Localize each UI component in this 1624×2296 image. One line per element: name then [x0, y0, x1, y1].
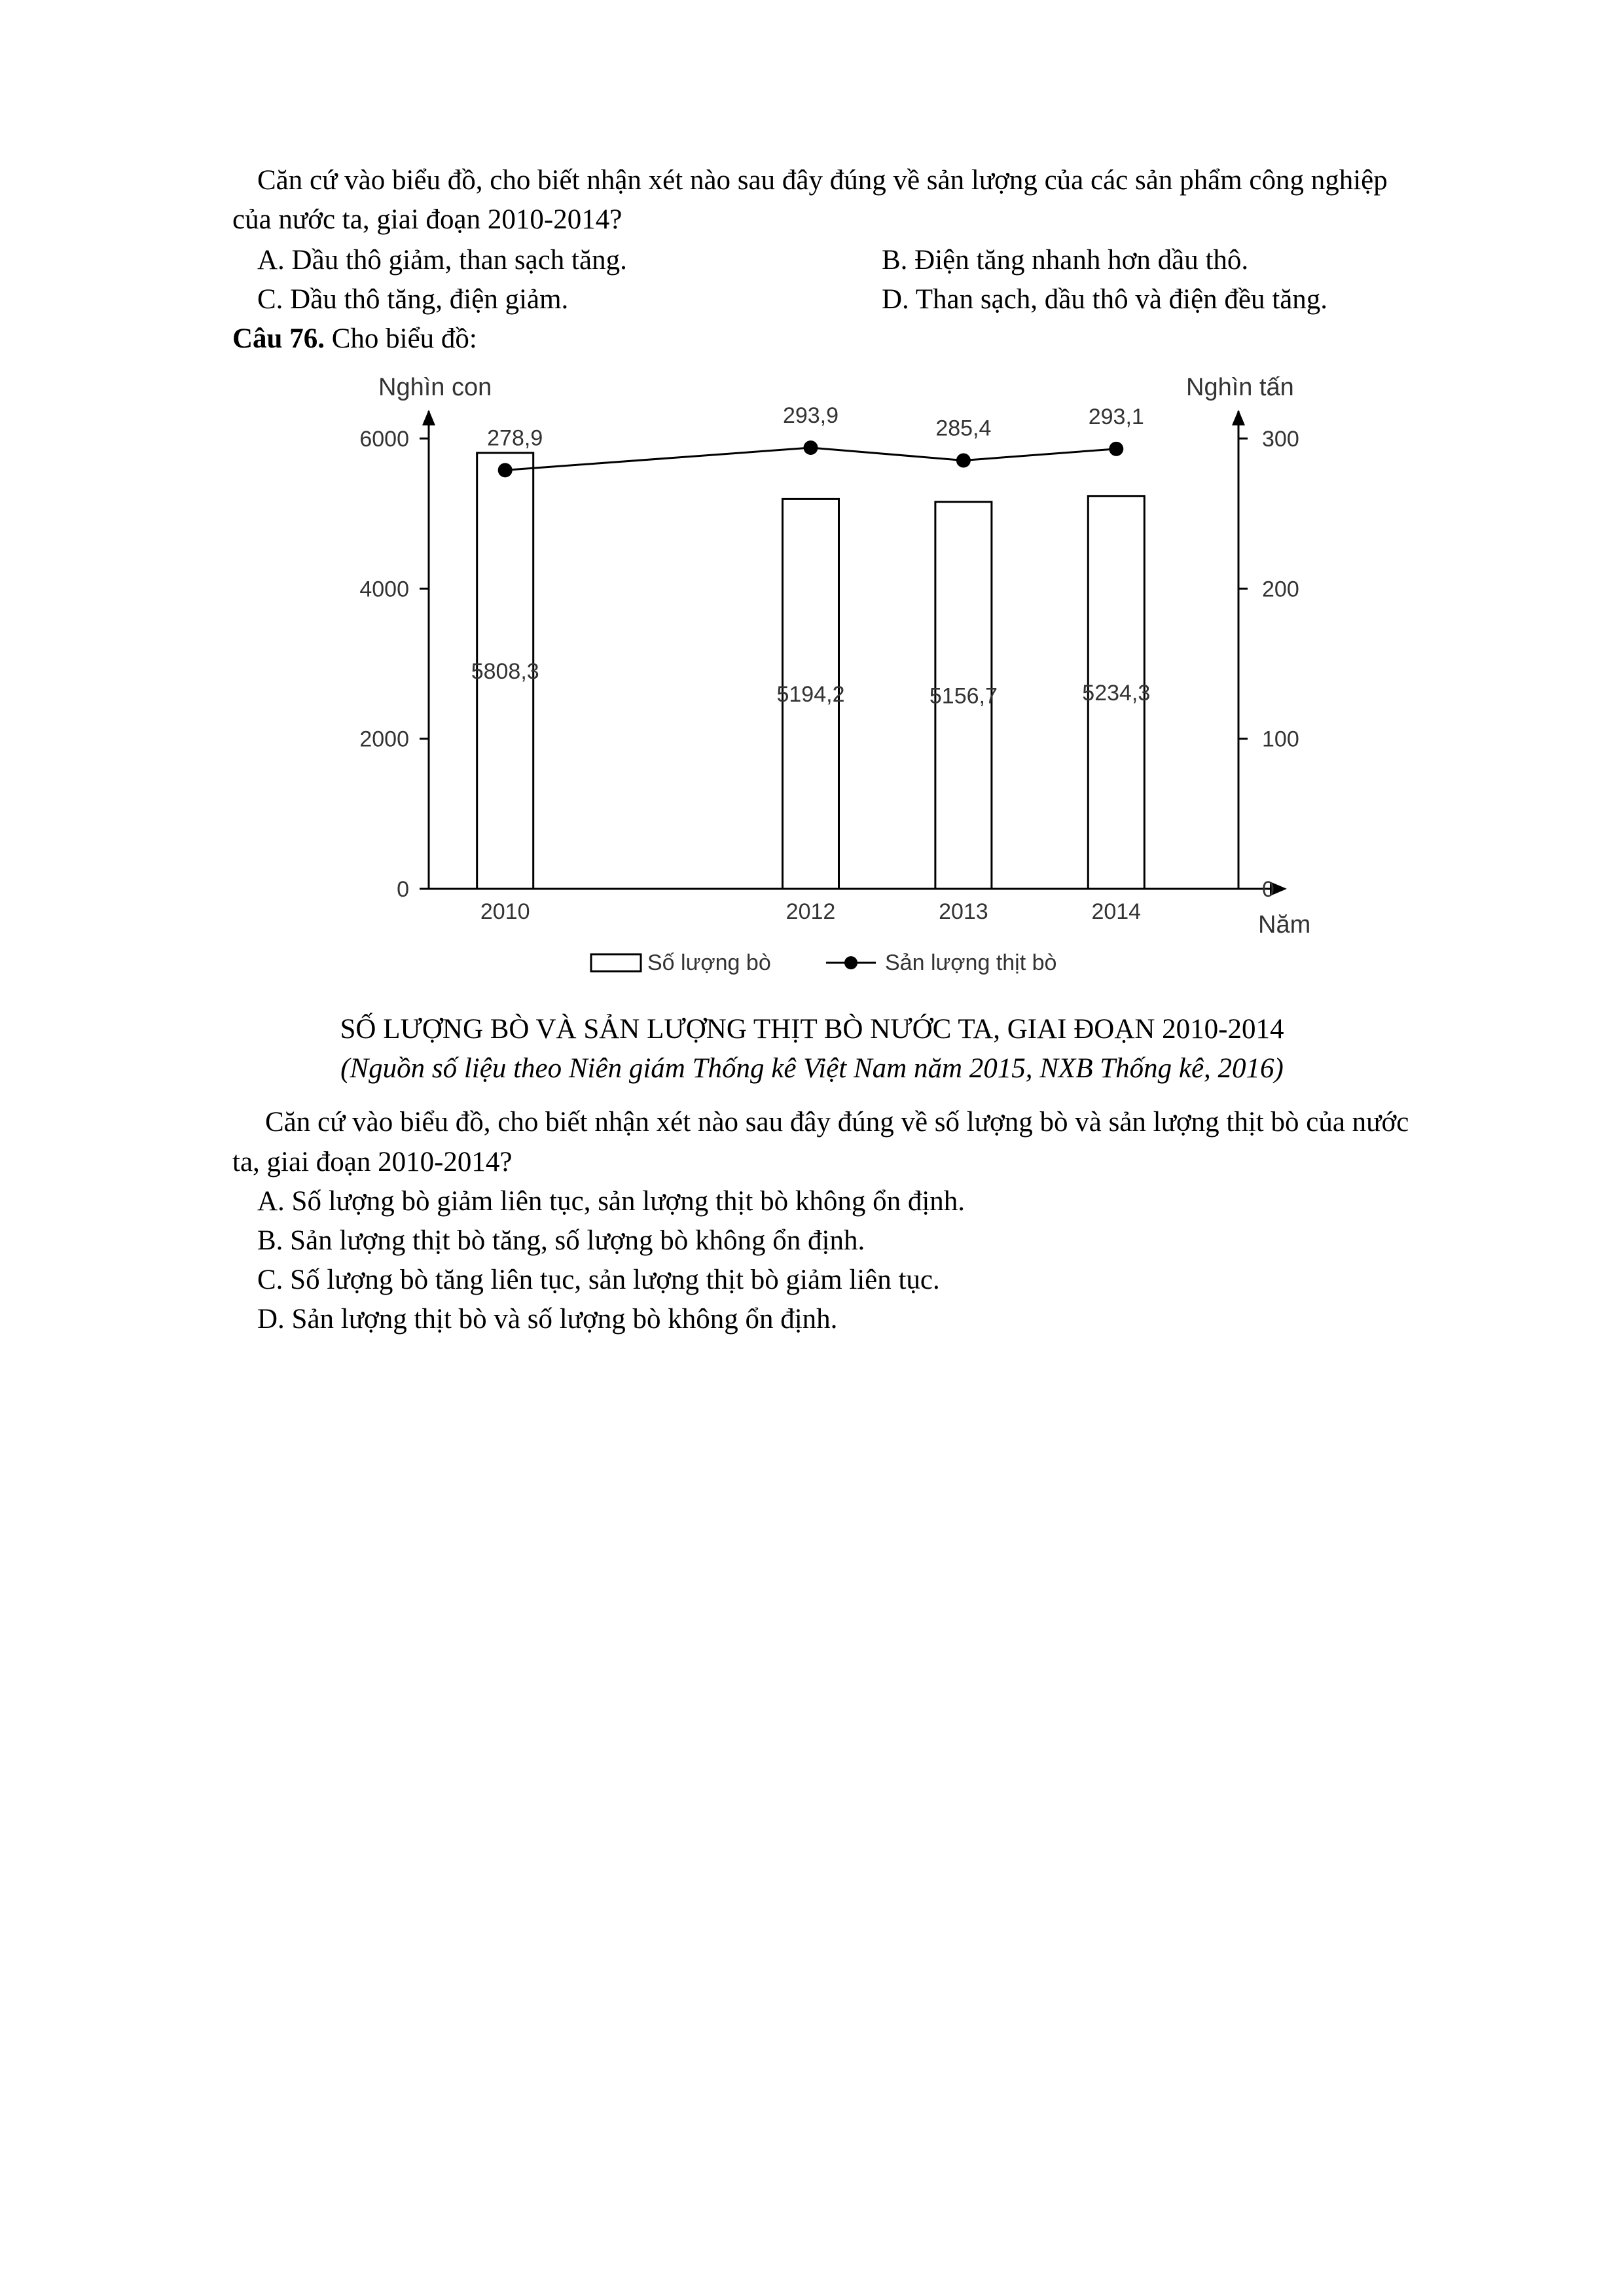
y-right-tick-label: 200 — [1262, 577, 1299, 602]
chart-legend — [591, 950, 1056, 975]
y-right-tick-label: 100 — [1262, 726, 1299, 752]
chart-bars — [477, 453, 1145, 889]
x-tick-label: 2012 — [785, 899, 836, 924]
line-point-2010 — [498, 463, 513, 477]
q76-stem-line1: Căn cứ vào biểu đồ, cho biết nhận xét nào sau đây đúng về số lượng bò và sản lượng thịt bò của nước — [265, 1107, 1409, 1138]
y-right-axis-label: Nghìn tấn — [1186, 374, 1294, 401]
y-left-tick-label: 0 — [397, 877, 409, 902]
legend-line-label: Sản lượng thịt bò — [885, 950, 1057, 975]
q76-option-b: B. Sản lượng thịt bò tăng, số lượng bò không ổn định. — [257, 1225, 865, 1256]
q75-stem-line2: của nước ta, giai đoạn 2010-2014? — [232, 204, 623, 235]
q75-option-d: D. Than sạch, dầu thô và điện đều tăng. — [882, 284, 1328, 315]
y-left-arrow-icon — [422, 410, 435, 425]
legend-line-marker — [844, 956, 857, 969]
legend-bar-swatch — [591, 954, 641, 971]
q75-stem-line1: Căn cứ vào biểu đồ, cho biết nhận xét nào sau đây đúng về sản lượng của các sản phẩm công nghiệp — [257, 165, 1388, 196]
q76-option-a: A. Số lượng bò giảm liên tục, sản lượng thịt bò không ổn định. — [257, 1186, 965, 1217]
q76-heading — [232, 321, 477, 357]
line-value-label: 285,4 — [935, 416, 992, 441]
q75-option-a: A. Dầu thô giảm, than sạch tăng. — [257, 245, 627, 276]
y-right-tick-label: 300 — [1262, 427, 1299, 452]
y-left-tick-label: 4000 — [359, 577, 409, 602]
chart-title: SỐ LƯỢNG BÒ VÀ SẢN LƯỢNG THỊT BÒ NƯỚC TA, GIAI ĐOẠN 2010-2014 — [340, 1014, 1284, 1045]
line-point-2012 — [803, 440, 818, 455]
x-tick-label: 2013 — [939, 899, 988, 924]
bar-value-label: 5808,3 — [471, 658, 539, 684]
chart-source: (Nguồn số liệu theo Niên giám Thống kê Việt Nam năm 2015, NXB Thống kê, 2016) — [340, 1053, 1284, 1084]
line-value-label: 293,9 — [782, 403, 839, 428]
line-value-label: 293,1 — [1088, 404, 1144, 429]
cattle-chart — [0, 353, 1624, 995]
x-tick-label: 2014 — [1091, 899, 1142, 924]
q76-option-d: D. Sản lượng thịt bò và số lượng bò không ổn định. — [257, 1304, 838, 1335]
x-axis-label: Năm — [1258, 911, 1311, 939]
bar-value-label: 5234,3 — [1082, 680, 1151, 706]
y-left-tick-label: 2000 — [359, 726, 409, 752]
chart-line-series — [498, 440, 1124, 477]
y-right-arrow-icon — [1232, 410, 1245, 425]
bar-value-label: 5156,7 — [929, 683, 998, 709]
q76-intro: Cho biểu đồ: — [324, 323, 477, 354]
legend-bar-label: Số lượng bò — [647, 950, 771, 975]
q75-option-b: B. Điện tăng nhanh hơn dầu thô. — [882, 245, 1249, 276]
q76-stem-line2: ta, giai đoạn 2010-2014? — [232, 1147, 513, 1177]
q76-number: Câu 76. — [232, 323, 325, 354]
y-left-axis-label: Nghìn con — [378, 374, 492, 401]
line-point-2014 — [1109, 442, 1123, 456]
y-right-tick-label: 0 — [1262, 877, 1274, 902]
bar-value-label: 5194,2 — [776, 682, 845, 708]
q76-option-c: C. Số lượng bò tăng liên tục, sản lượng thịt bò giảm liên tục. — [257, 1265, 940, 1295]
q75-option-c: C. Dầu thô tăng, điện giảm. — [257, 284, 569, 315]
y-left-tick-label: 6000 — [359, 427, 409, 452]
line-point-2013 — [956, 453, 971, 467]
x-tick-label: 2010 — [480, 899, 530, 924]
line-value-label: 278,9 — [487, 425, 543, 451]
